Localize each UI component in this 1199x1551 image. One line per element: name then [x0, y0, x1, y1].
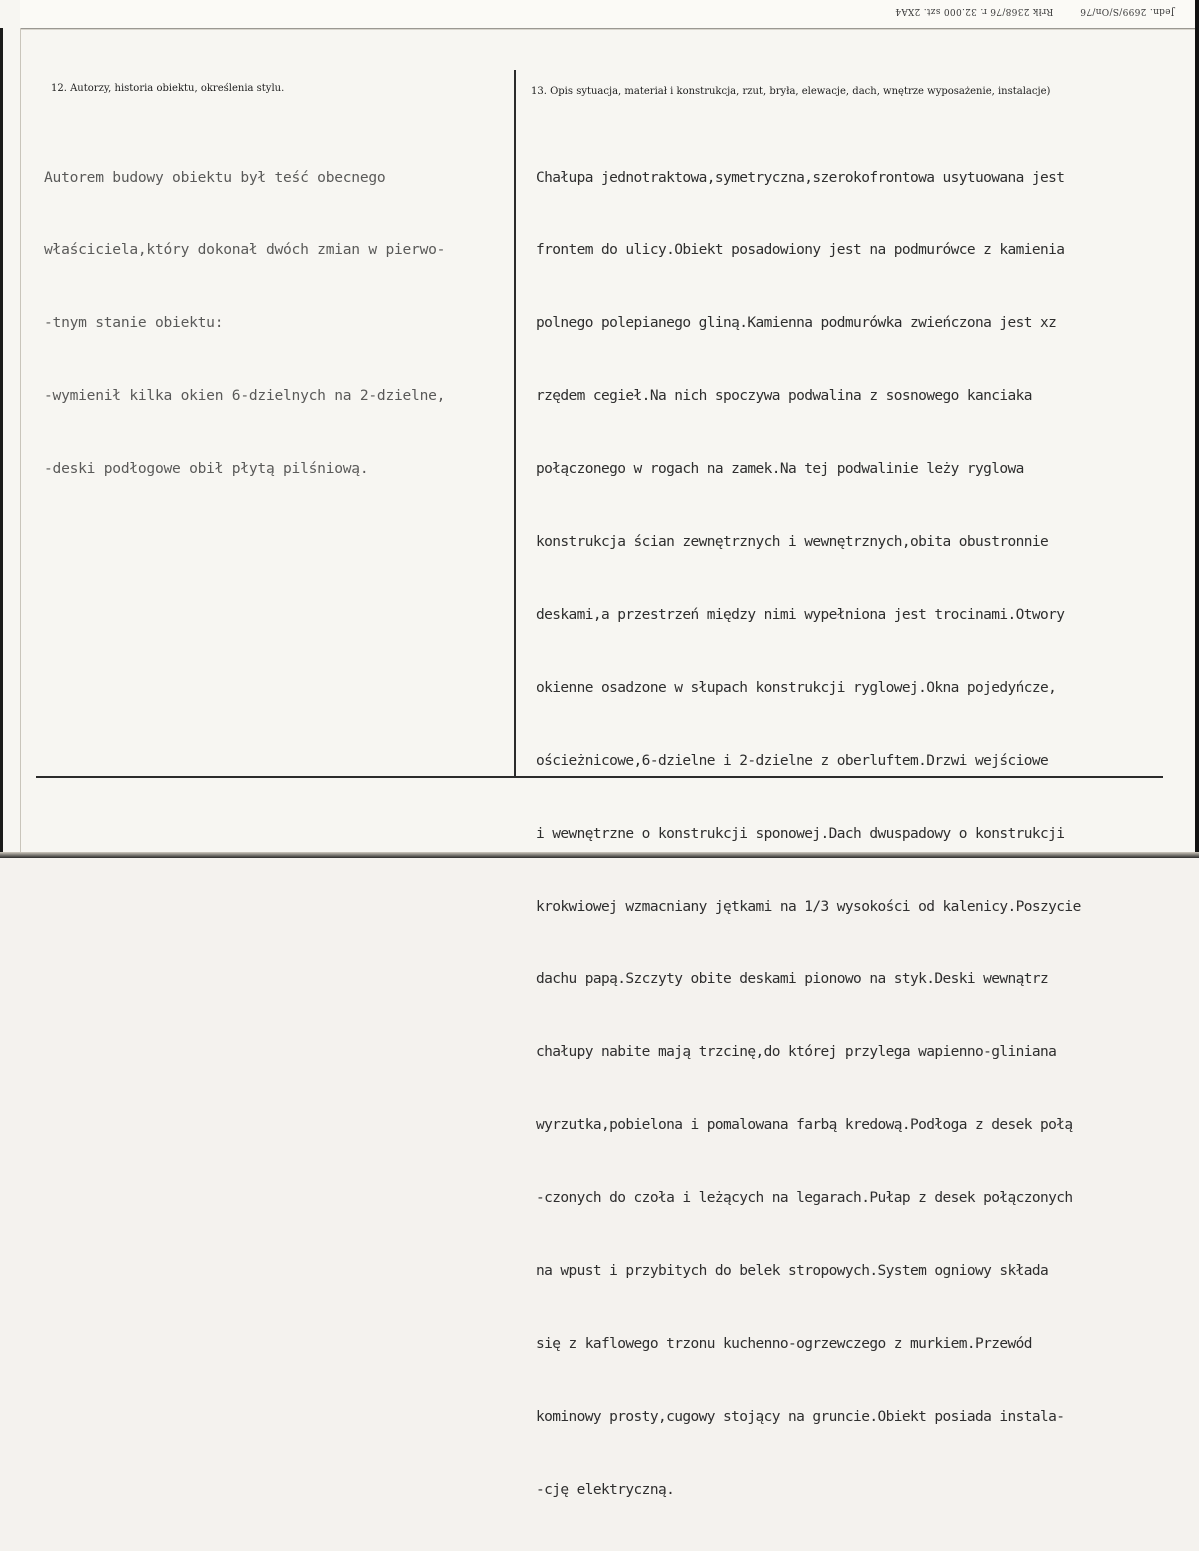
- left-edge-shadow: [0, 28, 3, 858]
- section-13-line: frontem do ulicy.Obiekt posadowiony jest na podmurówce z kamienia: [536, 242, 1065, 259]
- section-13-line: konstrukcja ścian zewnętrznych i wewnętrznych,obita obustronnie: [536, 534, 1049, 551]
- section-13-line: deskami,a przestrzeń między nimi wypełniona jest trocinami.Otwory: [536, 606, 1065, 623]
- jedn-number: Jedn. 2699/S/On/76: [1080, 6, 1175, 16]
- section-12-text: [44, 117, 445, 530]
- section-13-line: ościeżnicowe,6-dzielne i 2-dzielne z oberluftem.Drzwi wejściowe: [536, 752, 1049, 769]
- section-13-line: chałupy nabite mają trzcinę,do której przylega wapienno-gliniana: [536, 1044, 1057, 1061]
- section-13-line: i wewnętrzne o konstrukcji sponowej.Dach dwuspadowy o konstrukcji: [536, 825, 1065, 842]
- section-13-line: dachu papą.Szczyty obite deskami pionowo na styk.Deski wewnątrz: [536, 971, 1049, 988]
- print-info: Rrłk 2368/76 r. 32.000 szt. 2XA4: [895, 6, 1054, 16]
- section-13-line: wyrzutka,pobielona i pomalowana farbą kredową.Podłoga z desek połą: [536, 1117, 1073, 1134]
- section-12-line: -wymienił kilka okien 6-dzielnych na 2-dzielne,: [44, 387, 446, 405]
- section-12-line: właściciela,który dokonał dwóch zmian w pierwo-: [44, 241, 446, 259]
- section-13-line: na wpust i przybitych do belek stropowych.System ogniowy składa: [536, 1262, 1049, 1279]
- section-13-text: [536, 117, 1081, 1551]
- left-fold-line: [20, 28, 21, 858]
- section-13-line: Chałupa jednotraktowa,symetryczna,szerokofrontowa usytuowana jest: [536, 169, 1065, 186]
- right-edge-shadow: [1195, 0, 1199, 858]
- section-13-line: -cję elektryczną.: [536, 1481, 675, 1498]
- section-12-line: Autorem budowy obiektu był teść obecnego: [44, 168, 386, 186]
- section-13-line: krokwiowej wzmacniany jętkami na 1/3 wysokości od kalenicy.Poszycie: [536, 898, 1081, 915]
- section-12-line: -deski podłogowe obił płytą pilśniową.: [44, 460, 369, 478]
- section-13-line: połączonego w rogach na zamek.Na tej podwalinie leży ryglowa: [536, 461, 1024, 478]
- section-13-line: rzędem cegieł.Na nich spoczywa podwalina z sosnowego kanciaka: [536, 388, 1032, 405]
- section-13-line: polnego polepianego gliną.Kamienna podmurówka zwieńczona jest xz: [536, 315, 1057, 332]
- section-13-line: się z kaflowego trzonu kuchenno-ogrzewczego z murkiem.Przewód: [536, 1335, 1032, 1352]
- column-divider: [514, 70, 516, 778]
- section-12-line: -tnym stanie obiektu:: [44, 314, 224, 332]
- underlying-sheet: [20, 0, 1199, 29]
- section-13-line: -czonych do czoła i leżących na legarach.Pułap z desek połączonych: [536, 1190, 1073, 1207]
- section-12-heading: 12. Autorzy, historia obiektu, określenia stylu.: [51, 83, 285, 94]
- section-13-heading: 13. Opis sytuacja, materiał i konstrukcja, rzut, bryła, elewacje, dach, wnętrze wyposażenie, instalacje): [531, 86, 1051, 97]
- section-13-line: kominowy prosty,cugowy stojący na gruncie.Obiekt posiada instala-: [536, 1408, 1065, 1425]
- section-13-line: okienne osadzone w słupach konstrukcji ryglowej.Okna pojedyńcze,: [536, 679, 1057, 696]
